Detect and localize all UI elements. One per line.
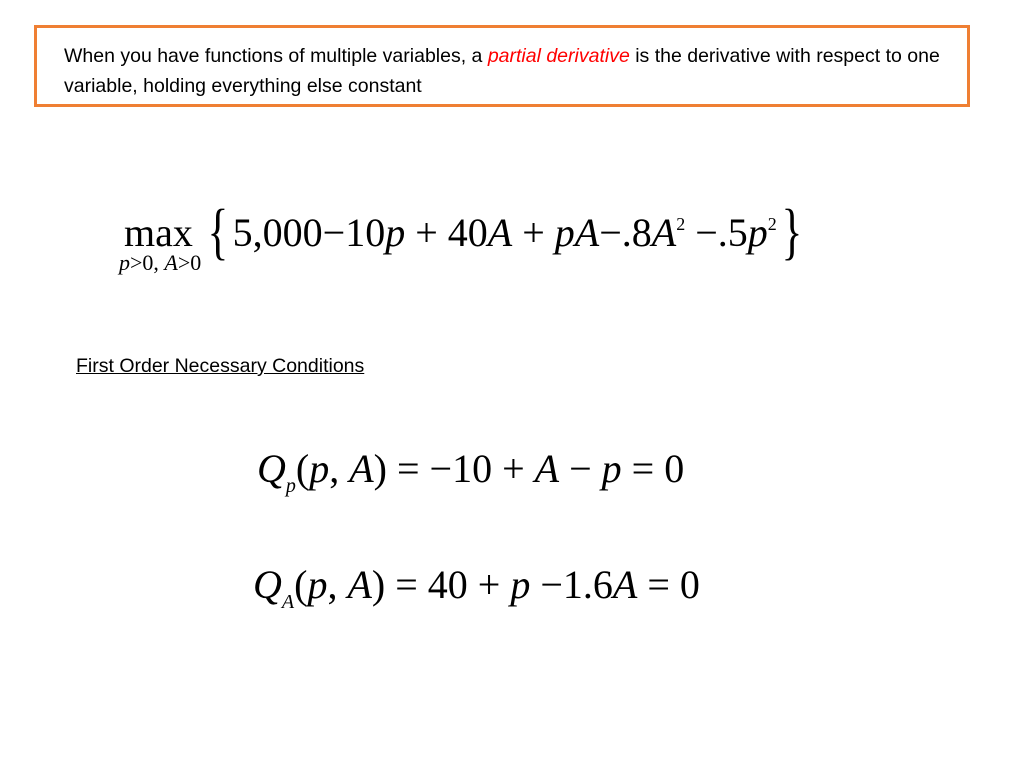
argument: p <box>307 562 328 607</box>
foc-equation-a <box>253 561 700 616</box>
definition-callout <box>34 25 970 107</box>
callout-highlight-term: partial derivative <box>487 45 630 67</box>
argument: A <box>347 562 372 607</box>
subscript: p <box>285 475 296 497</box>
open-brace: { <box>207 198 229 266</box>
objective-variable: p <box>747 210 768 255</box>
subscript: A <box>281 591 295 613</box>
equation-variable: p <box>510 562 531 607</box>
exponent: 2 <box>767 214 777 234</box>
equation-text: ) = 40 + <box>371 562 511 607</box>
equation-text: ) = −10 + <box>373 446 535 491</box>
equation-variable: A <box>612 562 638 607</box>
objective-term: + <box>512 210 555 255</box>
constraint-text: >0, <box>130 250 165 275</box>
argument: A <box>349 446 374 491</box>
constraint-variable: p <box>119 250 130 275</box>
objective-term: 5,000−10 <box>232 210 386 255</box>
objective-variable: A <box>487 210 513 255</box>
exponent: 2 <box>676 214 686 234</box>
equation-variable: A <box>534 446 560 491</box>
constraint-text: >0 <box>177 250 202 275</box>
foc-equation-p <box>257 445 684 500</box>
close-brace: } <box>781 198 803 266</box>
objective-variable: pA <box>554 210 600 255</box>
comma: , <box>329 446 350 491</box>
equation-text: = 0 <box>621 446 685 491</box>
objective-term: −.8 <box>599 210 652 255</box>
objective-variable: p <box>385 210 406 255</box>
callout-text-before: When you have functions of multiple variables, a <box>64 45 488 67</box>
equation-text: −1.6 <box>530 562 613 607</box>
callout-text-after: is the derivative with respect to one variable, holding everything else constant <box>64 45 940 97</box>
section-heading: First Order Necessary Conditions <box>76 355 365 377</box>
max-constraint <box>119 250 201 276</box>
equation-text: − <box>559 446 602 491</box>
paren: ( <box>295 446 310 491</box>
constraint-variable: A <box>164 250 178 275</box>
argument: p <box>309 446 330 491</box>
objective-variable: A <box>651 210 677 255</box>
function-symbol: Q <box>253 562 282 607</box>
objective-term: −.5 <box>685 210 748 255</box>
equation-variable: p <box>601 446 622 491</box>
objective-term: + 40 <box>405 210 488 255</box>
objective-function <box>124 198 807 266</box>
comma: , <box>327 562 348 607</box>
function-symbol: Q <box>257 446 286 491</box>
max-operator: max <box>124 210 193 255</box>
equation-text: = 0 <box>637 562 700 607</box>
paren: ( <box>294 562 308 607</box>
